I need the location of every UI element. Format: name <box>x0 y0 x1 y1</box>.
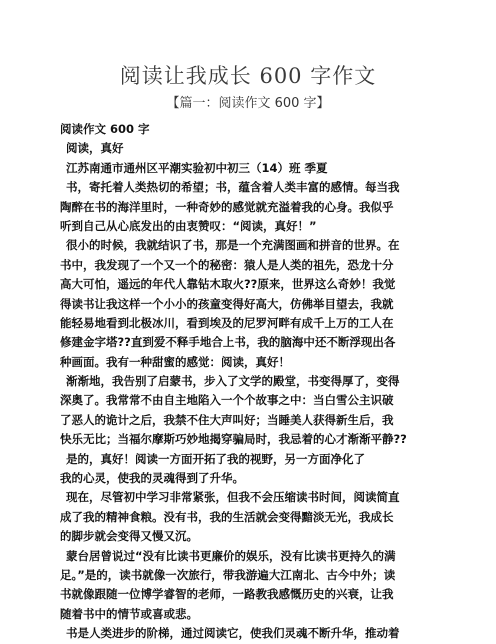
text-line: 江苏南通市通州区平潮实验初中初三（14）班 季夏 <box>66 160 328 175</box>
text-line: 深奥了。我常常不由自主地陷入一个个故事之中：当白雪公主识破 <box>60 393 394 408</box>
text-line: 的脚步就会变得又慢又沉。 <box>60 529 198 544</box>
text-line: 种画面。我有一种甜蜜的感觉：阅读，真好！ <box>60 354 290 369</box>
text-line: 听到自己从心底发出的由衷赞叹：“阅读，真好！” <box>60 218 317 233</box>
text-line: 渐渐地，我告别了启蒙书，步入了文学的殿堂，书变得厚了，变得 <box>66 374 400 389</box>
text-line: 书中，我发现了一个又一个的秘密：猿人是人类的祖先，恐龙十分 <box>60 257 394 272</box>
text-line: 阅读，真好 <box>66 141 124 156</box>
text-line: 阅读作文 600 字 <box>60 122 150 136</box>
text-line: 高大可怕，遥远的年代人靠钻木取火??原来，世界这么奇妙！我觉 <box>60 277 396 292</box>
section-heading: 【篇一：阅读作文 600 字】 <box>166 96 330 111</box>
text-line: 书就像跟随一位博学睿智的老师，一路教我感慨历史的兴衰，让我 <box>60 587 394 602</box>
text-line: 书是人类进步的阶梯，通过阅读它，使我们灵魂不断升华，推动着 <box>66 626 400 641</box>
text-line: 我的心灵，使我的灵魂得到了升华。 <box>60 471 244 486</box>
text-line: 了恶人的诡计之后，我禁不住大声叫好；当睡美人获得新生后，我 <box>60 412 394 427</box>
text-line: 快乐无比；当福尔摩斯巧妙地揭穿骗局时，我忌着的心才渐渐平静?? <box>60 432 407 447</box>
text-line: 修建金字塔??直到爱不释手地合上书，我的脑海中还不断浮现出各 <box>60 335 396 350</box>
page-title: 阅读让我成长 600 字作文 <box>119 64 377 88</box>
text-line: 足。”是的，读书就像一次旅行，带我游遍大江南北、古今中外；读 <box>60 567 396 582</box>
text-line: 成了我的精神食粮。没有书，我的生活就会变得黯淡无光，我成长 <box>60 509 394 524</box>
article-body <box>60 120 444 644</box>
text-line: 蒙台居曾说过“没有比读书更廉价的娱乐，没有比读书更持久的满 <box>66 548 396 563</box>
text-line: 是的，真好！阅读一方面开拓了我的视野，另一方面净化了 <box>66 451 365 466</box>
text-line: 随着书中的情节或喜或悲。 <box>60 606 198 621</box>
text-line: 陶醉在书的海洋里时，一种奇妙的感觉就充溢着我的心身。我似乎 <box>60 199 394 214</box>
text-line: 能轻易地看到北极冰川，看到埃及的尼罗河畔有成千上万的工人在 <box>60 315 394 330</box>
text-line: 得读书让我这样一个小小的孩童变得好高大，仿佛举目望去，我就 <box>60 296 394 311</box>
text-line: 书，寄托着人类热切的希望；书，蕴含着人类丰富的感情。每当我 <box>66 180 400 195</box>
text-line: 现在，尽管初中学习非常紧张，但我不会压缩读书时间，阅读简直 <box>66 490 400 505</box>
text-line: 很小的时候，我就结识了书，那是一个充满图画和拼音的世界。在 <box>66 238 400 253</box>
